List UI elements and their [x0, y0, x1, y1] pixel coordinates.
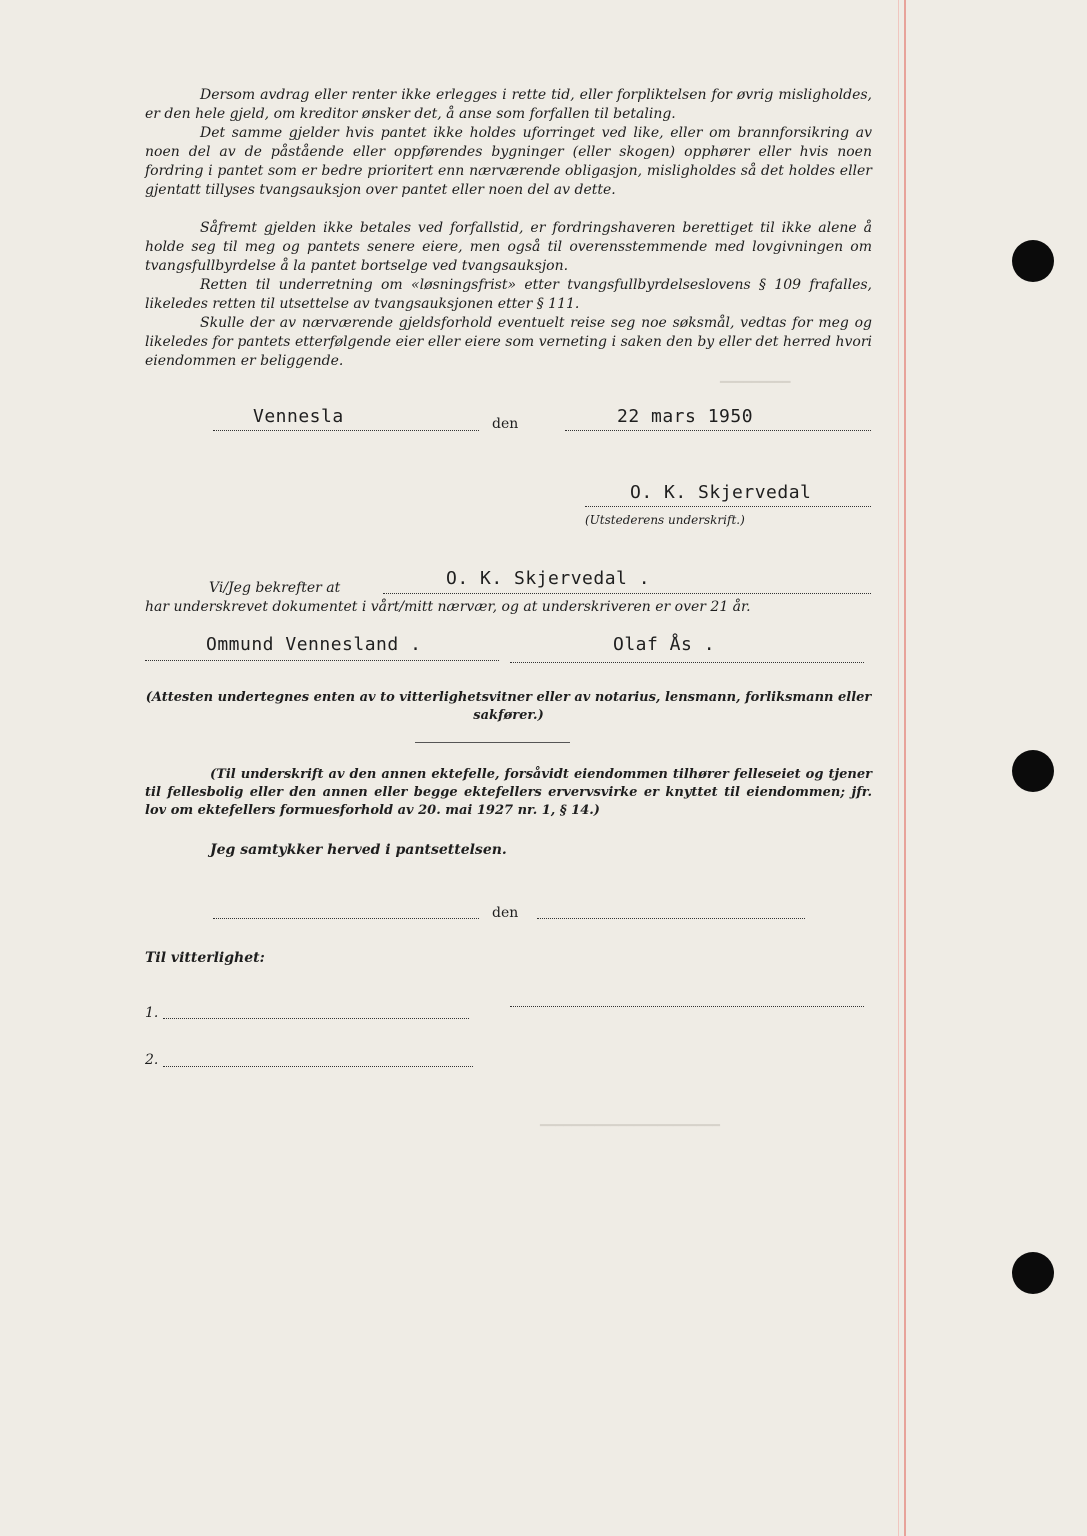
consent-statement: Jeg samtykker herved i pantsettelsen.: [210, 842, 507, 858]
den-label-2: den: [492, 905, 519, 921]
place-line-2: [213, 918, 479, 919]
witness-number-2-line: [163, 1066, 473, 1067]
paragraph-default-terms: Dersom avdrag eller renter ikke erlegges i rette tid, eller forpliktelsen for øvrig misligholdes, er den hele gjeld, om kreditor ønsker det, å anse som forfallen til betaling.: [145, 87, 872, 122]
paragraph-forced-sale: Såfremt gjelden ikke betales ved forfallstid, er fordringshaveren berettiget til ikke alene å holde seg til meg og pantets senere eiere, men også til overensstemmende med lovgivningen om tvangsfullbyrdelse å la pantet bortselge ved tvangsauksjon.: [145, 220, 872, 274]
confirm-text: har underskrevet dokumentet i vårt/mitt nærvær, og at underskriveren er over 21 år.: [145, 599, 751, 615]
witness-number-1-line: [163, 1018, 469, 1019]
confirm-name-line: [383, 593, 871, 594]
paragraph-venue: Skulle der av nærværende gjeldsforhold eventuelt reise seg noe søksmål, vedtas for meg og likeledes for pantets etterfølgende eier eller eiere som verneting i saken den by eller det herred hvori eiendommen er beliggende.: [145, 315, 872, 369]
bleed-through-mark: ▔▔▔▔▔▔▔▔▔: [720, 382, 791, 397]
date-line: [565, 430, 871, 431]
paragraph-pledge-condition: Det samme gjelder hvis pantet ikke holdes uforringet ved like, eller om brannforsikring av noen del av de påstående eller oppførendes bygninger (eller skogen) opphører eller hvis noen fordring i pantet som er bedre prioritert enn nærværende obligasjon, misligholdes så det holdes eller gjentatt tillyses tvangsauksjon over pantet eller noen del av dette.: [145, 125, 872, 198]
bleed-through-mark: ▁▁▁▁▁▁▁▁▁▁▁▁▁▁▁▁▁▁▁▁▁▁▁: [540, 1112, 721, 1127]
place-line: [213, 430, 479, 431]
issuer-caption: (Utstederens underskrift.): [585, 513, 745, 527]
den-label: den: [492, 416, 519, 432]
paragraph-redemption-notice: Retten til underretning om «løsningsfrist» etter tvangsfullbyrdelseslovens § 109 frafalles, likeledes retten til utsettelse av tvangsauksjonen etter § 111.: [145, 277, 872, 312]
separator-rule: [415, 742, 570, 743]
confirm-name: O. K. Skjervedal .: [446, 568, 651, 589]
issuer-signature: O. K. Skjervedal: [630, 482, 812, 503]
witness-1-line: [145, 660, 499, 661]
margin-rule: [904, 0, 906, 1536]
attest-note: (Attesten undertegnes enten av to vitterlighetsvitner eller av notarius, lensmann, forliksmann eller sakfører.): [145, 690, 872, 723]
issuer-signature-line: [585, 506, 871, 507]
witness-number-2: 2.: [145, 1052, 159, 1068]
margin-rule-inner: [898, 0, 899, 1536]
witness-2-signature: Olaf Ås .: [613, 634, 716, 655]
date-value: 22 mars 1950: [617, 406, 754, 427]
witness-2-line: [510, 662, 864, 663]
spouse-note: (Til underskrift av den annen ektefelle, forsåvidt eiendommen tilhører felleseiet og tjener til fellesbolig eller den annen eller begge ektefellers ervervsvirke er knyttet til eiendommen; jfr. lov om ektefellers formuesforhold av 20. mai 1927 nr. 1, § 14.): [145, 767, 872, 818]
witness-number-1: 1.: [145, 1005, 159, 1021]
date-line-2: [537, 918, 805, 919]
witness-heading: Til vitterlighet:: [145, 950, 265, 966]
confirm-label: Vi/Jeg bekrefter at: [209, 580, 341, 596]
punch-hole-bottom-icon: [1012, 1252, 1054, 1294]
punch-hole-middle-icon: [1012, 750, 1054, 792]
punch-hole-top-icon: [1012, 240, 1054, 282]
place-value: Vennesla: [253, 406, 344, 427]
witness-1-signature: Ommund Vennesland .: [206, 634, 422, 655]
spouse-signature-line: [510, 1006, 864, 1007]
